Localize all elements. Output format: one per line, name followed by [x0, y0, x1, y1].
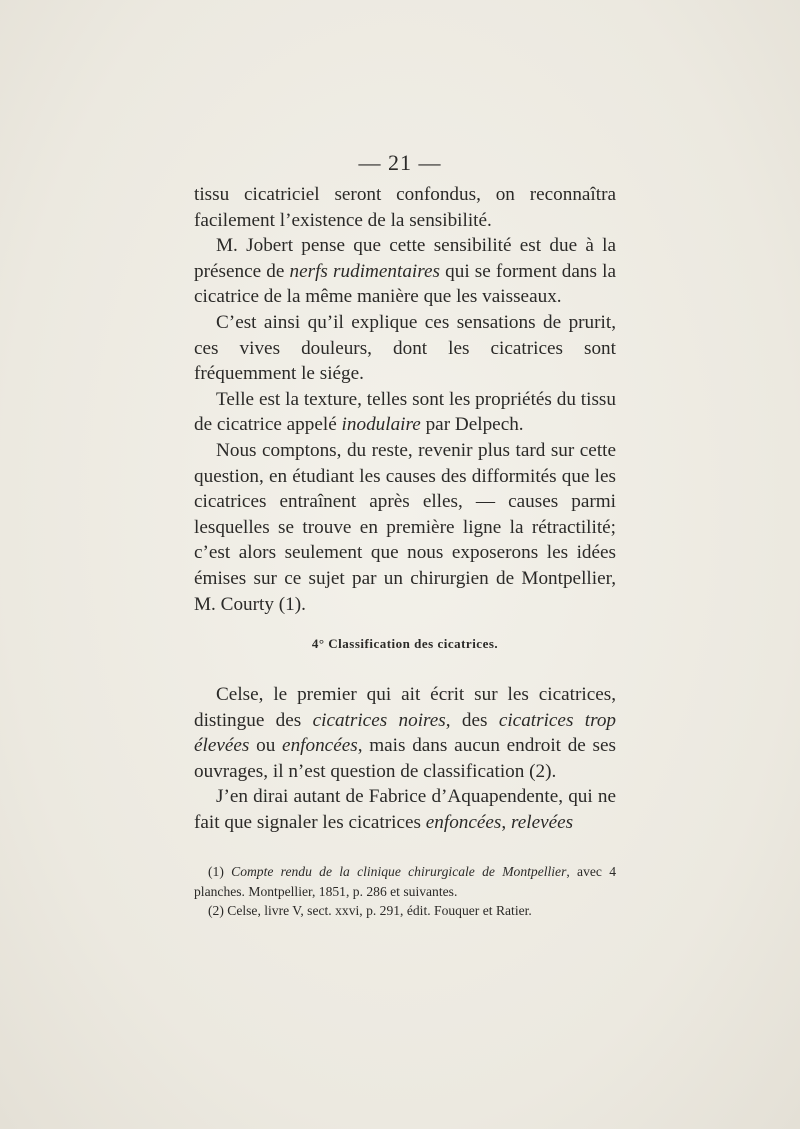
paragraph: C’est ainsi qu’il explique ces sensations de prurit, ces vives douleurs, dont les cicatrices sont fréquemment le siége. — [194, 311, 616, 385]
italic-term: enfoncées — [425, 811, 502, 833]
paragraph: tissu cicatriciel seront confondus, on reconnaîtra facilement l’existence de la sensibilité. — [194, 184, 616, 231]
paragraph: J’en dirai autant de Fabrice d’Aquapendente, qui ne fait que signaler les cicatrices enfoncées, relevées — [194, 786, 616, 833]
footnote: (2) Celse, livre V, sect. xxvi, p. 291, édit. Fouquer et Ratier. — [208, 903, 532, 918]
paragraph: Nous comptons, du reste, revenir plus tard sur cette question, en étudiant les causes des difformités que les cicatrices entraînent après elles, — causes parmi lesquelles se trouve en première ligne la rétractilité; c’est alors seulement que nous exposerons les idées émises sur ce sujet par un chirurgien de Montpellier, M. Courty (1). — [194, 439, 616, 615]
italic-term: inodulaire — [341, 414, 421, 436]
italic-term: relevées — [511, 811, 574, 833]
italic-term: nerfs rudimentaires — [289, 260, 440, 282]
body-text-upper — [194, 182, 616, 617]
italic-term: enfoncées — [282, 735, 358, 757]
footnote-title: Compte rendu de la clinique chirurgicale de Montpellier — [231, 864, 567, 879]
paragraph: Celse, le premier qui ait écrit sur les cicatrices, distingue des cicatrices noires, des cicatrices trop élevées ou enfoncées, mais dans aucun endroit de ses ouvrages, il n’est question de classification (2). — [194, 684, 617, 782]
page-number: — 21 — — [358, 150, 442, 175]
paragraph: Telle est la texture, telles sont les propriétés du tissu de cicatrice appelé inodulaire par Delpech. — [194, 388, 616, 436]
footnotes — [194, 862, 616, 921]
paragraph: M. Jobert pense que cette sensibilité est due à la présence de nerfs rudimentaires qui se forment dans la cicatrice de la même manière que les vaisseaux. — [194, 235, 616, 308]
footnote: (1) Compte rendu de la clinique chirurgicale de Montpellier, avec 4 planches. Montpellier, 1851, p. 286 et suivantes. — [194, 864, 617, 899]
body-text-lower — [194, 682, 616, 836]
section-heading: 4° Classification des cicatrices. — [311, 636, 499, 651]
italic-term: cicatrices noires — [312, 709, 446, 731]
italic-term: cicatrices trop élevées — [194, 709, 617, 757]
